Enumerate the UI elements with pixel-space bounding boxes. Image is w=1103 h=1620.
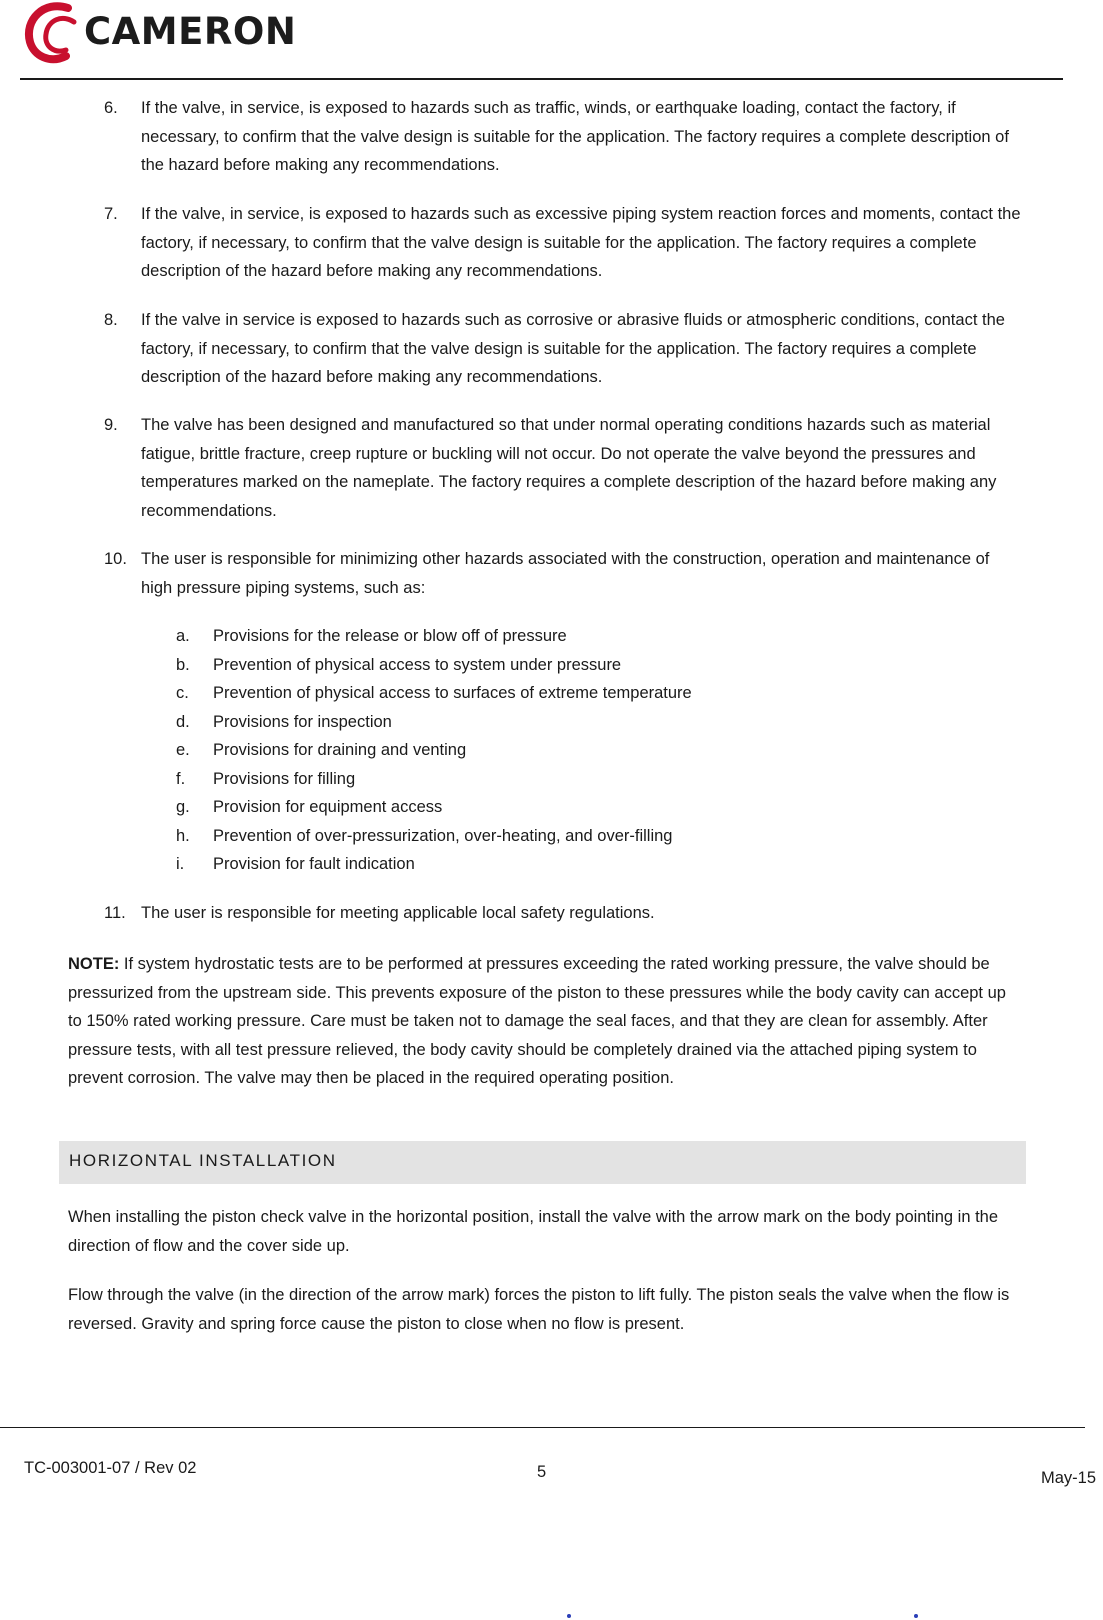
sub-list-item: [176, 651, 996, 680]
sub-list-item: [176, 708, 996, 737]
sub-item-text: Provisions for draining and venting: [213, 741, 467, 759]
note-paragraph: [68, 950, 1024, 1093]
note-label: NOTE:: [68, 955, 120, 973]
page-marker-dot: [567, 1614, 571, 1618]
item-number: 6.: [104, 99, 118, 117]
sub-item-letter: c.: [176, 684, 189, 702]
list-item-11: [104, 899, 1024, 928]
sub-list-item: [176, 736, 996, 765]
item-number: 11.: [104, 904, 126, 922]
sub-item-text: Prevention of over-pressurization, over-heating, and over-filling: [213, 827, 673, 845]
list-item-8: [104, 306, 1024, 392]
item-number: 10.: [104, 550, 127, 568]
section-heading-bar: [59, 1141, 1026, 1184]
footer-doc-id: TC-003001-07 / Rev 02: [24, 1459, 197, 1477]
item-text: If the valve, in service, is exposed to hazards such as traffic, winds, or earthquake loading, contact the factory, if necessary, to confirm that the valve design is suitable for the application. The factory requires a complete description of the hazard before making any recommendations.: [141, 99, 1009, 174]
sub-item-text: Provisions for filling: [213, 770, 356, 788]
sub-item-letter: i.: [176, 855, 185, 873]
item-text: The valve has been designed and manufactured so that under normal operating conditions hazards such as material fatigue, brittle fracture, creep rupture or buckling will not occur. Do not operate the valve beyond the pressures and temperatures marked on the nameplate. The factory requires a complete description of the hazard before making any recommendations.: [141, 416, 997, 520]
sub-item-letter: f.: [176, 770, 186, 788]
item-number: 9.: [104, 416, 118, 434]
sub-item-text: Prevention of physical access to surfaces of extreme temperature: [213, 684, 692, 702]
list-item-10: [104, 545, 1024, 602]
item-text: The user is responsible for meeting applicable local safety regulations.: [141, 904, 655, 922]
sub-item-letter: d.: [176, 713, 190, 731]
footer-page-number: 5: [537, 1463, 547, 1481]
list-item-6: [104, 94, 1024, 180]
cameron-c-logo-icon: [22, 2, 82, 64]
sub-list-item: [176, 679, 996, 708]
cameron-logo: [22, 2, 312, 64]
note-text: If system hydrostatic tests are to be performed at pressures exceeding the rated working pressure, the valve should be pressurized from the upstream side. This prevents exposure of the piston to these pressures while the body cavity can accept up to 150% rated working pressure. Care must be taken not to damage the seal faces, and that they are clean for assembly. After pressure tests, with all test pressure relieved, the body cavity should be completely drained via the attached piping system to prevent corrosion. The valve may then be placed in the required operating position.: [68, 955, 1006, 1087]
sub-item-text: Provision for equipment access: [213, 798, 443, 816]
sub-item-letter: b.: [176, 656, 190, 674]
sub-item-letter: a.: [176, 627, 190, 645]
sub-item-text: Prevention of physical access to system under pressure: [213, 656, 622, 674]
logo-wordmark: CAMERON: [84, 10, 297, 53]
list-item-9: [104, 411, 1024, 525]
sub-item-letter: e.: [176, 741, 190, 759]
sub-list-item: [176, 850, 996, 879]
sub-item-text: Provision for fault indication: [213, 855, 415, 873]
section-title: HORIZONTAL INSTALLATION: [69, 1151, 337, 1170]
sub-item-text: Provisions for the release or blow off of pressure: [213, 627, 567, 645]
item-number: 8.: [104, 311, 118, 329]
section-paragraph-1: When installing the piston check valve in the horizontal position, install the valve with the arrow mark on the body pointing in the direction of flow and the cover side up.: [68, 1208, 999, 1255]
sub-list-item: [176, 793, 996, 822]
footer-divider: [0, 1427, 1085, 1428]
sub-item-letter: g.: [176, 798, 190, 816]
sub-list-item: [176, 765, 996, 794]
sub-list-item: [176, 822, 996, 851]
header-divider: [20, 78, 1063, 80]
item-text: If the valve in service is exposed to hazards such as corrosive or abrasive fluids or atmospheric conditions, contact the factory, if necessary, to confirm that the valve design is suitable for the application. The factory requires a complete description of the hazard before making any recommendations.: [141, 311, 1005, 386]
sub-list-item: [176, 622, 996, 651]
sub-item-letter: h.: [176, 827, 190, 845]
sub-item-text: Provisions for inspection: [213, 713, 392, 731]
footer-date: May-15: [1041, 1469, 1097, 1487]
page-marker-dot: [914, 1614, 918, 1618]
item-number: 7.: [104, 205, 118, 223]
item-text: The user is responsible for minimizing other hazards associated with the construction, operation and maintenance of high pressure piping systems, such as:: [141, 550, 990, 597]
item-text: If the valve, in service, is exposed to hazards such as excessive piping system reaction forces and moments, contact the factory, if necessary, to confirm that the valve design is suitable for the application. The factory requires a complete description of the hazard before making any recommendations.: [141, 205, 1021, 280]
section-paragraph-2: Flow through the valve (in the direction of the arrow mark) forces the piston to lift fully. The piston seals the valve when the flow is reversed. Gravity and spring force cause the piston to close when no flow is present.: [68, 1286, 1010, 1333]
list-item-7: [104, 200, 1024, 286]
